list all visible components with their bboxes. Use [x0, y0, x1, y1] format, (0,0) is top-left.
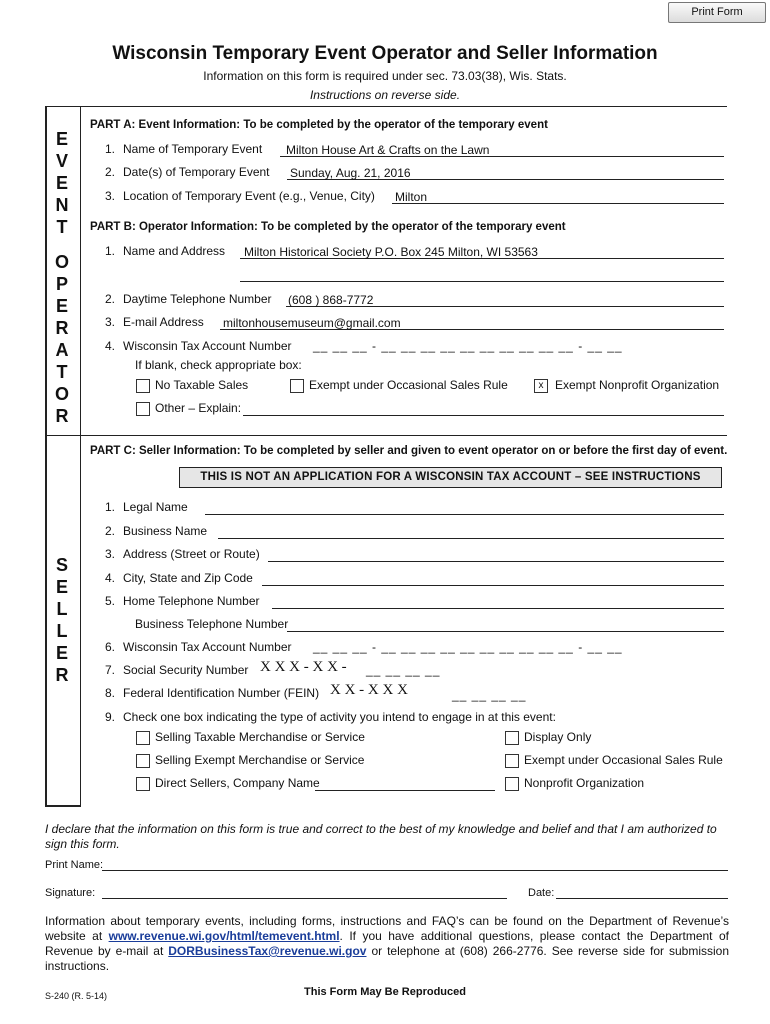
city-state-zip-field[interactable]	[262, 572, 724, 586]
frame-section-divider	[45, 435, 727, 436]
operator-phone-field[interactable]: (608 ) 868-7772	[286, 293, 724, 307]
business-name-label: 2. Business Name	[104, 524, 208, 538]
operator-name-label: 1. Name and Address	[104, 244, 226, 258]
business-phone-field[interactable]	[287, 618, 724, 632]
event-date-field[interactable]: Sunday, Aug. 21, 2016	[287, 166, 724, 180]
form-title: Wisconsin Temporary Event Operator and Seller Information	[112, 43, 658, 64]
seller-exempt-occasional-label: Exempt under Occasional Sales Rule	[524, 753, 723, 767]
address-label: 3. Address (Street or Route)	[104, 547, 260, 561]
selling-taxable-checkbox[interactable]	[136, 731, 150, 745]
event-name-field[interactable]: Milton House Art & Crafts on the Lawn	[280, 143, 724, 157]
seller-tax-field[interactable]: __ __ __ - __ __ __ __ __ __ __ __ __ __ - __ __	[313, 640, 623, 654]
seller-tax-label: 6. Wisconsin Tax Account Number	[104, 640, 292, 654]
company-name-field[interactable]	[315, 777, 495, 791]
not-application-notice: THIS IS NOT AN APPLICATION FOR A WISCONSIN TAX ACCOUNT – SEE INSTRUCTIONS	[179, 467, 722, 488]
nonprofit-label: Nonprofit Organization	[524, 776, 645, 790]
exempt-nonprofit-checkbox[interactable]: x	[534, 379, 548, 393]
date-field[interactable]	[556, 886, 728, 899]
exempt-nonprofit-label: Exempt Nonprofit Organization	[555, 378, 720, 392]
ssn-field[interactable]: __ __ __ __	[366, 663, 441, 677]
direct-sellers-checkbox[interactable]	[136, 777, 150, 791]
selling-exempt-checkbox[interactable]	[136, 754, 150, 768]
sidebar-operator: O P E R A T O R	[54, 252, 69, 426]
signature-label: Signature:	[45, 887, 96, 899]
other-explain-label: Other – Explain:	[155, 401, 242, 415]
print-form-button[interactable]: Print Form	[668, 2, 766, 23]
sidebar-event: E V E N T	[55, 129, 69, 237]
event-location-label: 3. Location of Temporary Event (e.g., Venue, City)	[104, 189, 375, 203]
no-taxable-sales-label: No Taxable Sales	[155, 378, 249, 392]
event-date-label: 2. Date(s) of Temporary Event	[104, 165, 270, 179]
direct-sellers-label: Direct Sellers, Company Name	[155, 776, 320, 790]
selling-taxable-label: Selling Taxable Merchandise or Service	[155, 730, 365, 744]
fein-label: 8. Federal Identification Number (FEIN)	[104, 686, 320, 700]
form-subtitle: Information on this form is required under sec. 73.03(38), Wis. Stats.	[203, 69, 567, 83]
activity-label: 9. Check one box indicating the type of activity you intend to engage in at this event:	[104, 710, 556, 724]
operator-email-label: 3. E-mail Address	[104, 315, 204, 329]
operator-tax-label: 4. Wisconsin Tax Account Number	[104, 339, 292, 353]
print-name-label: Print Name:	[45, 859, 104, 871]
operator-phone-label: 2. Daytime Telephone Number	[104, 292, 272, 306]
form-id: S-240 (R. 5-14)	[45, 991, 108, 1001]
other-explain-field[interactable]	[243, 402, 724, 416]
display-only-checkbox[interactable]	[505, 731, 519, 745]
signature-field[interactable]	[102, 886, 507, 899]
nonprofit-checkbox[interactable]	[505, 777, 519, 791]
fein-field[interactable]: __ __ __ __	[452, 688, 527, 702]
seller-exempt-occasional-checkbox[interactable]	[505, 754, 519, 768]
part-a-heading: PART A: Event Information: To be completed by the operator of the temporary event	[90, 119, 548, 131]
business-phone-label: Business Telephone Number	[135, 617, 289, 631]
display-only-label: Display Only	[524, 730, 592, 744]
event-location-field[interactable]: Milton	[392, 190, 724, 204]
temevent-link[interactable]: www.revenue.wi.gov/html/temevent.html	[108, 929, 340, 943]
address-field[interactable]	[268, 548, 724, 562]
event-name-label: 1. Name of Temporary Event	[104, 142, 263, 156]
exempt-occasional-label: Exempt under Occasional Sales Rule	[309, 378, 508, 392]
info-paragraph: Information about temporary events, including forms, instructions and FAQ’s can be found on the Department of Revenue’s website at www.revenue.wi.gov/html/temevent.html. If you have additional questions, please contact the Department of Revenue by e-mail at DORBusinessTax@revenue.wi.gov or telephone at (608) 266-2776. See reverse side for submission instructions.	[45, 914, 730, 973]
business-name-field[interactable]	[218, 525, 724, 539]
blank-check-label: If blank, check appropriate box:	[135, 358, 302, 372]
home-phone-field[interactable]	[272, 595, 724, 609]
city-state-zip-label: 4. City, State and Zip Code	[104, 571, 253, 585]
print-name-field[interactable]	[102, 858, 728, 871]
exempt-occasional-checkbox[interactable]	[290, 379, 304, 393]
other-explain-checkbox[interactable]	[136, 402, 150, 416]
operator-tax-field[interactable]: __ __ __ - __ __ __ __ __ __ __ __ __ __ - __ __	[313, 339, 623, 353]
frame-top	[45, 106, 727, 107]
declaration-text: I declare that the information on this form is true and correct to the best of my knowledge and belief and that I am authorized to sign this form.	[45, 822, 717, 851]
part-b-heading: PART B: Operator Information: To be completed by the operator of the temporary event	[90, 221, 566, 233]
part-c-heading: PART C: Seller Information: To be completed by seller and given to event operator on or before the first day of event.	[90, 445, 728, 457]
no-taxable-sales-checkbox[interactable]	[136, 379, 150, 393]
ssn-mask: X X X - X X -	[260, 659, 347, 675]
fein-mask: X X - X X X	[330, 682, 408, 698]
operator-name-field[interactable]: Milton Historical Society P.O. Box 245 Milton, WI 53563	[240, 245, 724, 259]
date-label: Date:	[528, 887, 555, 899]
frame-bottom	[45, 805, 81, 807]
home-phone-label: 5. Home Telephone Number	[104, 594, 260, 608]
sidebar-seller: S E L L E R	[55, 555, 69, 685]
ssn-label: 7. Social Security Number	[104, 663, 249, 677]
legal-name-label: 1. Legal Name	[104, 500, 188, 514]
business-tax-email-link[interactable]: DORBusinessTax@revenue.wi.gov	[168, 944, 367, 958]
operator-address-line2[interactable]	[240, 268, 724, 282]
reproduce-note: This Form May Be Reproduced	[304, 986, 466, 998]
selling-exempt-label: Selling Exempt Merchandise or Service	[155, 753, 365, 767]
legal-name-field[interactable]	[205, 501, 724, 515]
operator-email-field[interactable]: miltonhousemuseum@gmail.com	[220, 316, 724, 330]
instructions-note: Instructions on reverse side.	[309, 88, 461, 102]
